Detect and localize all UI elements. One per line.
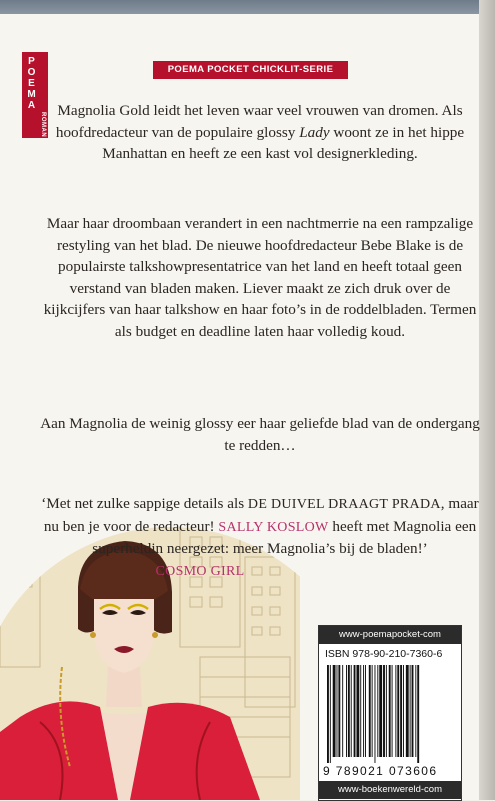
blurb-text: Maar haar droombaan verandert in een nachtmerrie na een rampzalige restyling van het blad. De nieuwe hoofdredacteur Bebe Blake is de populairste talkshowpresentatrice van het land en heeft totaal geen verstand van bladen maken. Liever maakt ze zich druk over de kijkcijfers van haar talkshow en haar foto’s in de roddelbladen. Termen als budget en deadline laten haar volledig koud. bbox=[43, 215, 477, 340]
isbn-text: ISBN 978-90-210-7360-6 bbox=[325, 648, 443, 660]
quote-text: , maar nu ben je voor de redacteur! bbox=[43, 495, 479, 535]
barcode-bar bbox=[346, 665, 347, 757]
barcode-bar bbox=[342, 665, 343, 757]
logo-letters bbox=[26, 56, 37, 111]
barcode-bar bbox=[379, 665, 382, 757]
barcode-bar bbox=[377, 665, 378, 757]
blurb-paragraph-3 bbox=[40, 413, 480, 456]
quote-source: COSMO GIRL bbox=[155, 563, 245, 579]
barcode-bar bbox=[338, 665, 340, 757]
book-right-edge bbox=[479, 0, 495, 800]
barcode-box bbox=[318, 625, 462, 801]
press-quote bbox=[40, 493, 480, 582]
blurb-paragraph-1 bbox=[40, 100, 480, 165]
barcode-bar bbox=[351, 665, 352, 757]
barcode-bar bbox=[337, 665, 338, 757]
author-name: SALLY KOSLOW bbox=[218, 519, 329, 535]
book-top-edge bbox=[0, 0, 495, 14]
logo-letter: M bbox=[27, 89, 36, 100]
logo-letter: A bbox=[27, 100, 36, 111]
barcode-image bbox=[325, 665, 455, 763]
barcode-bar bbox=[363, 665, 364, 757]
barcode-bar bbox=[410, 665, 411, 757]
barcode-bar bbox=[403, 665, 404, 757]
quoted-book-title: DE DUIVEL DRAAGT PRADA bbox=[247, 497, 441, 512]
barcode-bar bbox=[348, 665, 350, 757]
barcode-bar bbox=[372, 665, 373, 757]
barcode-bar bbox=[330, 665, 331, 763]
barcode-bar bbox=[365, 665, 366, 757]
quote-text: ‘Met net zulke sappige details als bbox=[41, 495, 248, 512]
quote-text: heeft met Magnolia een superheldin neergezet: meer Magnolia’s bij de bladen!’ bbox=[92, 517, 477, 557]
series-banner: POEMA POCKET CHICKLIT-SERIE bbox=[153, 61, 348, 79]
barcode-bar bbox=[406, 665, 409, 757]
blurb-text: woont ze in het hippe Manhattan en heeft ze een kast vol designerkleding. bbox=[102, 123, 465, 162]
barcode-bar bbox=[360, 665, 361, 757]
blurb-paragraph-2 bbox=[40, 213, 480, 342]
barcode-bar bbox=[397, 665, 399, 757]
publisher-url-bottom: www-boekenwereld-com bbox=[319, 781, 461, 799]
logo-letter: E bbox=[28, 78, 35, 89]
barcode-bar bbox=[375, 665, 376, 763]
barcode-bar bbox=[392, 665, 393, 757]
barcode-bar bbox=[389, 665, 391, 757]
barcode-bar bbox=[412, 665, 414, 757]
barcode-bar bbox=[356, 665, 359, 757]
barcode-bar bbox=[386, 665, 387, 757]
blurb-text: Magnolia Gold leidt het leven waar veel vrouwen van dromen. Als hoofdredacteur van de populaire glossy bbox=[55, 102, 463, 141]
barcode-bar bbox=[395, 665, 396, 757]
barcode-bar bbox=[354, 665, 356, 757]
logo-roman-text: ROMAN bbox=[40, 112, 46, 138]
logo-letter: P bbox=[28, 56, 35, 67]
logo-letter: O bbox=[27, 67, 36, 78]
barcode-bar bbox=[415, 665, 416, 757]
barcode-bar bbox=[383, 665, 385, 757]
barcode-bar bbox=[400, 665, 402, 757]
barcode-bar bbox=[369, 665, 371, 757]
barcode-bar bbox=[327, 665, 329, 763]
barcode-bar bbox=[417, 665, 419, 763]
magazine-title: Lady bbox=[299, 123, 330, 141]
publisher-url-top: www-poemapocket-com bbox=[319, 626, 461, 644]
barcode-bar bbox=[333, 665, 336, 757]
barcode-digits: 9 789021 073606 bbox=[323, 764, 438, 778]
blurb-text: Aan Magnolia de weinig glossy eer haar geliefde blad van de ondergang te redden… bbox=[40, 415, 480, 454]
